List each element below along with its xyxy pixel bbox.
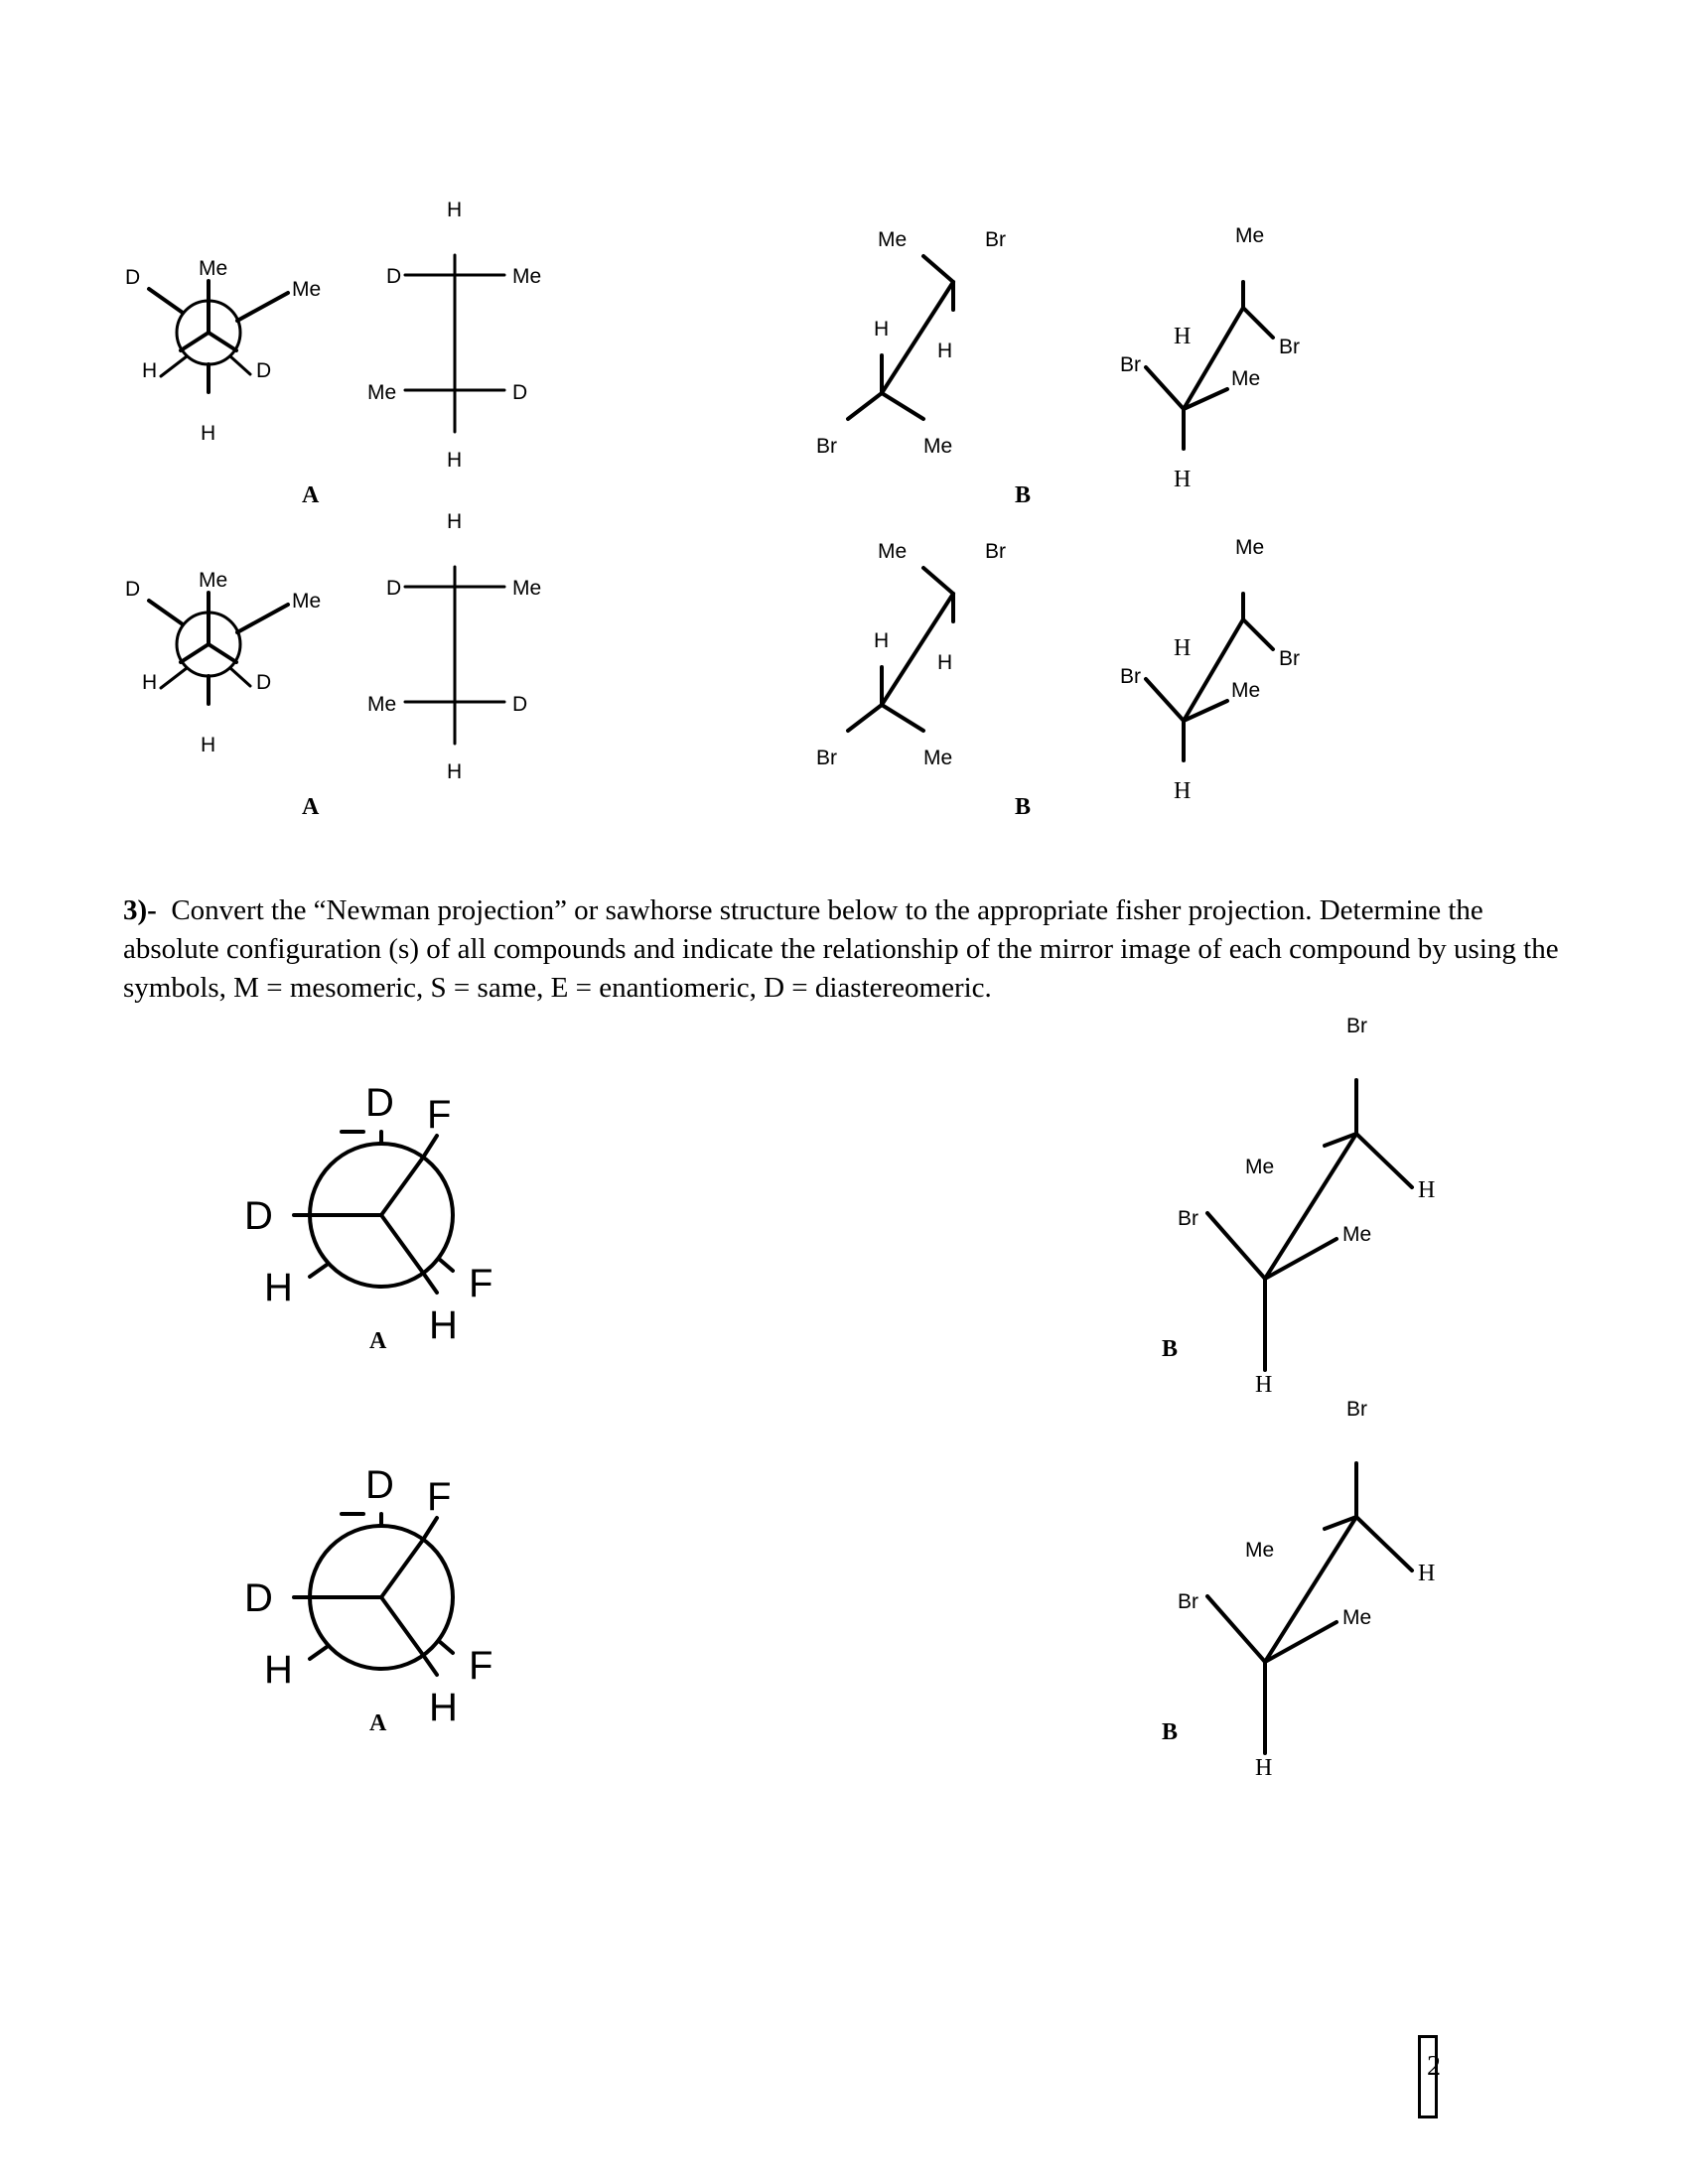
newman-back-bottom: H [429, 1686, 458, 1729]
compound-label-a: A [302, 794, 320, 820]
newman-back-right: F [469, 1262, 493, 1305]
newman-large-2 [244, 1463, 492, 1729]
saw-top-br: Br [1346, 1398, 1367, 1421]
fischer-c1-left: D [386, 265, 402, 288]
saw-lower-me: Me [1231, 367, 1261, 390]
fischer-c2-left: Me [367, 693, 397, 716]
newman-front-top: D [365, 1463, 394, 1507]
saw-upper-me: Me [1235, 536, 1265, 559]
saw-top-br: Br [1346, 1015, 1367, 1037]
newman-front-left: H [142, 359, 158, 382]
fischer-c1-left: D [386, 577, 402, 600]
saw-upper-br: Br [985, 540, 1006, 563]
saw-upper-me: Me [1235, 224, 1265, 247]
newman-front-left: D [244, 1576, 273, 1620]
saw-top-me: Me [1245, 1539, 1275, 1562]
question-number: 3)- [123, 894, 157, 926]
question-3-text [123, 891, 1573, 1008]
newman-small-2 [125, 569, 321, 756]
saw-lower-me: Me [1231, 679, 1261, 702]
newman-back-top: F [427, 1093, 452, 1137]
sawhorse-right-1 [1120, 224, 1300, 492]
saw-bottom-me: Me [1342, 1606, 1372, 1629]
saw-lower-br: Br [816, 747, 837, 769]
fischer-c2-right: D [512, 381, 528, 404]
compound-label-a: A [369, 1328, 387, 1354]
saw-upper-h: H [937, 340, 953, 362]
saw-lower-h: H [1174, 778, 1192, 804]
saw-top-me: Me [1245, 1156, 1275, 1178]
saw-upper-me: Me [878, 228, 908, 251]
compound-label-a: A [369, 1710, 387, 1736]
saw-lower-br: Br [1120, 353, 1141, 376]
saw-top-h: H [1418, 1177, 1436, 1203]
newman-back-right: Me [292, 278, 322, 301]
saw-lower-br: Br [816, 435, 837, 458]
fischer-c1-right: Me [512, 265, 542, 288]
fischer-c2-right: D [512, 693, 528, 716]
sawhorse-large-2 [1178, 1398, 1435, 1781]
newman-front-left: H [142, 671, 158, 694]
newman-back-bottom: H [201, 734, 216, 756]
compound-label-b: B [1162, 1719, 1179, 1745]
fischer-c1-right: Me [512, 577, 542, 600]
saw-lower-me: Me [923, 435, 953, 458]
saw-upper-h: H [1174, 324, 1192, 349]
question-body: Convert the “Newman projection” or sawhorse structure below to the appropriate fisher projection. Determine the absolute configuration (s) of all compounds and indicate the relationship of the mirror image of each compound by using the symbols, M = mesomeric, S = same, E = enantiomeric, D = diastereomeric. [123, 894, 1559, 1004]
newman-small-1 [125, 257, 321, 445]
newman-back-right: Me [292, 590, 322, 613]
sawhorse-left-2 [816, 540, 1006, 769]
fischer-small-2 [367, 510, 541, 783]
compound-label-b: B [1015, 794, 1032, 820]
saw-upper-me: Me [878, 540, 908, 563]
newman-front-top: Me [199, 569, 228, 592]
newman-front-top: D [365, 1081, 394, 1125]
fischer-top: H [447, 510, 463, 533]
compound-label-a: A [302, 482, 320, 508]
newman-front-right: D [256, 359, 272, 382]
saw-bottom-me: Me [1342, 1223, 1372, 1246]
page-number: 2 [1427, 2051, 1441, 2082]
sawhorse-left-1 [816, 228, 1006, 458]
fischer-bottom: H [447, 760, 463, 783]
saw-lower-br: Br [1120, 665, 1141, 688]
saw-bottom-h: H [1255, 1372, 1273, 1398]
saw-upper-br: Br [1279, 647, 1300, 670]
newman-front-lower: H [264, 1648, 293, 1692]
compound-label-b: B [1015, 482, 1032, 508]
newman-back-right: F [469, 1644, 493, 1688]
saw-upper-br: Br [985, 228, 1006, 251]
newman-back-left: D [125, 266, 141, 289]
newman-back-bottom: H [201, 422, 216, 445]
saw-upper-br: Br [1279, 336, 1300, 358]
newman-front-left: D [244, 1194, 273, 1238]
saw-lower-h: H [874, 318, 890, 341]
fischer-small-1 [367, 199, 541, 472]
saw-upper-h: H [1174, 635, 1192, 661]
fischer-bottom: H [447, 449, 463, 472]
saw-top-h: H [1418, 1561, 1436, 1586]
newman-front-lower: H [264, 1266, 293, 1309]
saw-bottom-h: H [1255, 1755, 1273, 1781]
sawhorse-large-1 [1178, 1015, 1435, 1398]
saw-lower-me: Me [923, 747, 953, 769]
newman-back-left: D [125, 578, 141, 601]
fischer-c2-left: Me [367, 381, 397, 404]
sawhorse-right-2 [1120, 536, 1300, 804]
saw-lower-h: H [1174, 467, 1192, 492]
fischer-top: H [447, 199, 463, 221]
saw-lower-h: H [874, 629, 890, 652]
compound-label-b: B [1162, 1336, 1179, 1362]
newman-back-bottom: H [429, 1303, 458, 1347]
newman-large-1 [244, 1081, 492, 1347]
saw-bottom-br: Br [1178, 1590, 1198, 1613]
newman-back-top: F [427, 1475, 452, 1519]
saw-upper-h: H [937, 651, 953, 674]
saw-bottom-br: Br [1178, 1207, 1198, 1230]
newman-front-top: Me [199, 257, 228, 280]
newman-front-right: D [256, 671, 272, 694]
